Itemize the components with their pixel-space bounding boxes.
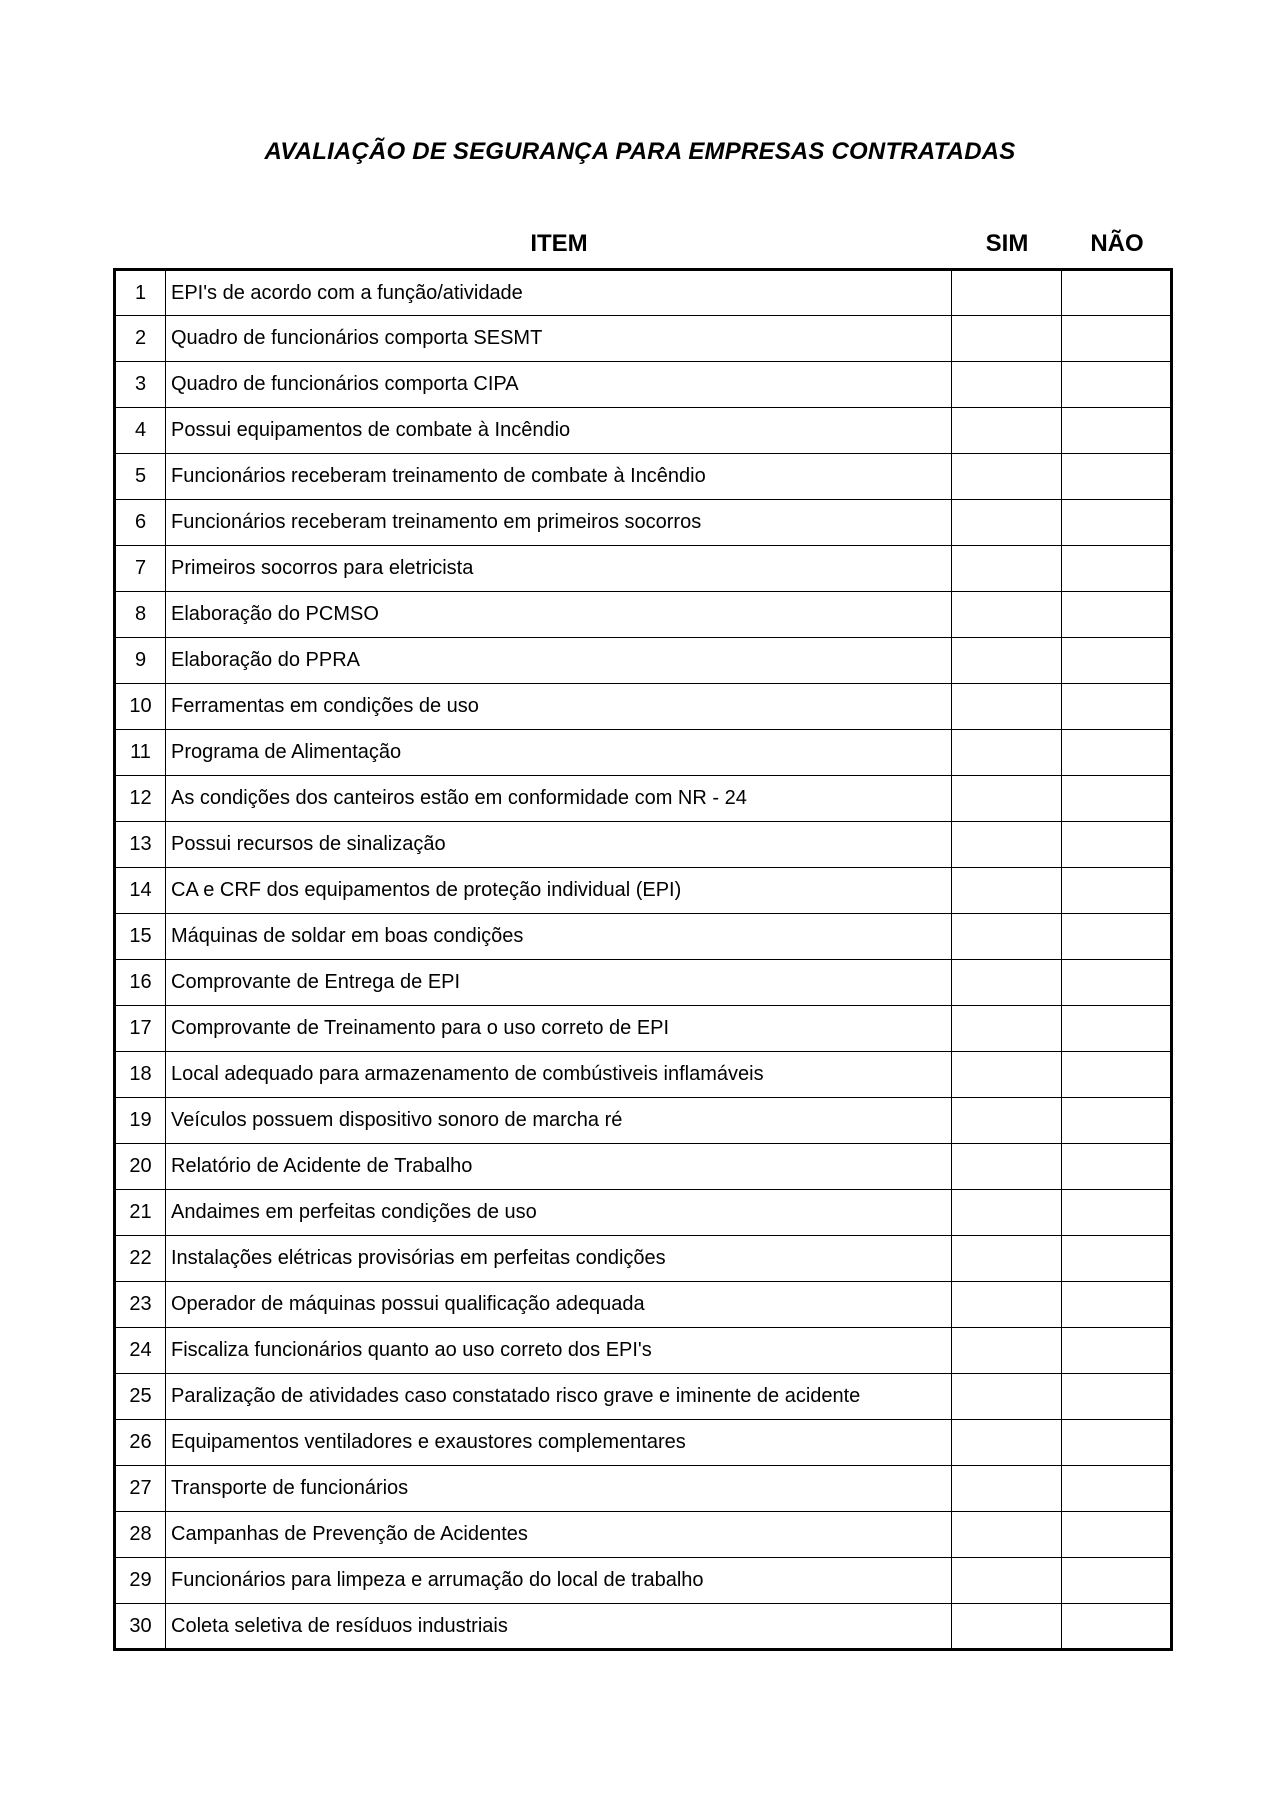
- nao-cell[interactable]: [1062, 684, 1172, 730]
- table-row: [115, 1052, 1172, 1098]
- table-row: [115, 1144, 1172, 1190]
- item-number: 26: [115, 1420, 166, 1466]
- table-row: [115, 316, 1172, 362]
- item-description: Instalações elétricas provisórias em perfeitas condições: [166, 1236, 952, 1282]
- item-number: 25: [115, 1374, 166, 1420]
- item-number: 11: [115, 730, 166, 776]
- table-row: [115, 1420, 1172, 1466]
- item-description: Elaboração do PPRA: [166, 638, 952, 684]
- item-description: Comprovante de Treinamento para o uso correto de EPI: [166, 1006, 952, 1052]
- table-row: [115, 1098, 1172, 1144]
- item-number: 22: [115, 1236, 166, 1282]
- table-row: [115, 1282, 1172, 1328]
- item-description: Relatório de Acidente de Trabalho: [166, 1144, 952, 1190]
- item-number: 2: [115, 316, 166, 362]
- column-header-nao: NÃO: [1090, 230, 1144, 257]
- item-description: Máquinas de soldar em boas condições: [166, 914, 952, 960]
- item-description: CA e CRF dos equipamentos de proteção individual (EPI): [166, 868, 952, 914]
- item-number: 3: [115, 362, 166, 408]
- sim-cell[interactable]: [952, 1006, 1062, 1052]
- item-number: 9: [115, 638, 166, 684]
- item-number: 13: [115, 822, 166, 868]
- sim-cell[interactable]: [952, 960, 1062, 1006]
- nao-cell[interactable]: [1062, 454, 1172, 500]
- sim-cell[interactable]: [952, 868, 1062, 914]
- table-row: [115, 1236, 1172, 1282]
- item-description: Paralização de atividades caso constatado risco grave e iminente de acidente: [166, 1374, 952, 1420]
- item-description: Ferramentas em condições de uso: [166, 684, 952, 730]
- sim-cell[interactable]: [952, 316, 1062, 362]
- nao-cell[interactable]: [1062, 1604, 1172, 1650]
- item-description: As condições dos canteiros estão em conformidade com NR - 24: [166, 776, 952, 822]
- table-row: [115, 960, 1172, 1006]
- item-description: Campanhas de Prevenção de Acidentes: [166, 1512, 952, 1558]
- table-row: [115, 730, 1172, 776]
- checklist-body: [115, 270, 1172, 1650]
- table-row: [115, 408, 1172, 454]
- sim-cell[interactable]: [952, 1512, 1062, 1558]
- nao-cell[interactable]: [1062, 592, 1172, 638]
- sim-cell[interactable]: [952, 1374, 1062, 1420]
- table-row: [115, 638, 1172, 684]
- sim-cell[interactable]: [952, 500, 1062, 546]
- sim-cell[interactable]: [952, 454, 1062, 500]
- sim-cell[interactable]: [952, 822, 1062, 868]
- nao-cell[interactable]: [1062, 316, 1172, 362]
- nao-cell[interactable]: [1062, 270, 1172, 316]
- item-number: 1: [115, 270, 166, 316]
- table-row: [115, 1328, 1172, 1374]
- sim-cell[interactable]: [952, 546, 1062, 592]
- item-number: 7: [115, 546, 166, 592]
- nao-cell[interactable]: [1062, 500, 1172, 546]
- item-description: Possui equipamentos de combate à Incêndio: [166, 408, 952, 454]
- item-description: Programa de Alimentação: [166, 730, 952, 776]
- table-row: [115, 454, 1172, 500]
- sim-cell[interactable]: [952, 776, 1062, 822]
- nao-cell[interactable]: [1062, 638, 1172, 684]
- table-row: [115, 1190, 1172, 1236]
- sim-cell[interactable]: [952, 914, 1062, 960]
- nao-cell[interactable]: [1062, 1512, 1172, 1558]
- item-description: Equipamentos ventiladores e exaustores complementares: [166, 1420, 952, 1466]
- table-row: [115, 1006, 1172, 1052]
- nao-cell[interactable]: [1062, 1420, 1172, 1466]
- sim-cell[interactable]: [952, 730, 1062, 776]
- item-description: Fiscaliza funcionários quanto ao uso correto dos EPI's: [166, 1328, 952, 1374]
- sim-cell[interactable]: [952, 362, 1062, 408]
- nao-cell[interactable]: [1062, 1052, 1172, 1098]
- table-row: [115, 270, 1172, 316]
- table-row: [115, 1374, 1172, 1420]
- sim-cell[interactable]: [952, 592, 1062, 638]
- nao-cell[interactable]: [1062, 1282, 1172, 1328]
- item-number: 20: [115, 1144, 166, 1190]
- item-number: 16: [115, 960, 166, 1006]
- item-number: 30: [115, 1604, 166, 1650]
- item-description: Primeiros socorros para eletricista: [166, 546, 952, 592]
- nao-cell[interactable]: [1062, 1558, 1172, 1604]
- nao-cell[interactable]: [1062, 776, 1172, 822]
- item-number: 8: [115, 592, 166, 638]
- nao-cell[interactable]: [1062, 1236, 1172, 1282]
- table-row: [115, 684, 1172, 730]
- sim-cell[interactable]: [952, 270, 1062, 316]
- nao-cell[interactable]: [1062, 1328, 1172, 1374]
- item-number: 18: [115, 1052, 166, 1098]
- item-number: 28: [115, 1512, 166, 1558]
- item-description: Quadro de funcionários comporta CIPA: [166, 362, 952, 408]
- nao-cell[interactable]: [1062, 1374, 1172, 1420]
- table-row: [115, 1512, 1172, 1558]
- table-row: [115, 546, 1172, 592]
- item-description: Transporte de funcionários: [166, 1466, 952, 1512]
- nao-cell[interactable]: [1062, 362, 1172, 408]
- nao-cell[interactable]: [1062, 408, 1172, 454]
- nao-cell[interactable]: [1062, 822, 1172, 868]
- sim-cell[interactable]: [952, 1604, 1062, 1650]
- item-number: 19: [115, 1098, 166, 1144]
- sim-cell[interactable]: [952, 1558, 1062, 1604]
- item-description: Andaimes em perfeitas condições de uso: [166, 1190, 952, 1236]
- table-row: [115, 1466, 1172, 1512]
- sim-cell[interactable]: [952, 1420, 1062, 1466]
- sim-cell[interactable]: [952, 1282, 1062, 1328]
- nao-cell[interactable]: [1062, 546, 1172, 592]
- column-header-item: ITEM: [530, 230, 588, 257]
- nao-cell[interactable]: [1062, 1006, 1172, 1052]
- sim-cell[interactable]: [952, 1190, 1062, 1236]
- column-header-sim: SIM: [985, 230, 1029, 257]
- item-description: Funcionários receberam treinamento de combate à Incêndio: [166, 454, 952, 500]
- sim-cell[interactable]: [952, 408, 1062, 454]
- item-number: 24: [115, 1328, 166, 1374]
- sim-cell[interactable]: [952, 1236, 1062, 1282]
- sim-cell[interactable]: [952, 1328, 1062, 1374]
- item-description: Quadro de funcionários comporta SESMT: [166, 316, 952, 362]
- item-number: 10: [115, 684, 166, 730]
- nao-cell[interactable]: [1062, 1098, 1172, 1144]
- table-row: [115, 362, 1172, 408]
- item-description: Possui recursos de sinalização: [166, 822, 952, 868]
- item-number: 15: [115, 914, 166, 960]
- item-number: 17: [115, 1006, 166, 1052]
- item-number: 23: [115, 1282, 166, 1328]
- item-description: Local adequado para armazenamento de combústiveis inflamáveis: [166, 1052, 952, 1098]
- nao-cell[interactable]: [1062, 868, 1172, 914]
- item-description: EPI's de acordo com a função/atividade: [166, 270, 952, 316]
- sim-cell[interactable]: [952, 1098, 1062, 1144]
- sim-cell[interactable]: [952, 1144, 1062, 1190]
- table-row: [115, 868, 1172, 914]
- table-row: [115, 500, 1172, 546]
- item-description: Funcionários para limpeza e arrumação do local de trabalho: [166, 1558, 952, 1604]
- item-description: Funcionários receberam treinamento em primeiros socorros: [166, 500, 952, 546]
- nao-cell[interactable]: [1062, 1144, 1172, 1190]
- table-row: [115, 1604, 1172, 1650]
- item-number: 27: [115, 1466, 166, 1512]
- nao-cell[interactable]: [1062, 1466, 1172, 1512]
- item-number: 21: [115, 1190, 166, 1236]
- sim-cell[interactable]: [952, 1466, 1062, 1512]
- page-title: AVALIAÇÃO DE SEGURANÇA PARA EMPRESAS CONTRATADAS: [264, 138, 1016, 165]
- item-number: 29: [115, 1558, 166, 1604]
- item-number: 14: [115, 868, 166, 914]
- item-number: 12: [115, 776, 166, 822]
- nao-cell[interactable]: [1062, 960, 1172, 1006]
- nao-cell[interactable]: [1062, 730, 1172, 776]
- item-description: Operador de máquinas possui qualificação adequada: [166, 1282, 952, 1328]
- table-row: [115, 1558, 1172, 1604]
- table-row: [115, 592, 1172, 638]
- item-description: Comprovante de Entrega de EPI: [166, 960, 952, 1006]
- sim-cell[interactable]: [952, 684, 1062, 730]
- sim-cell[interactable]: [952, 638, 1062, 684]
- item-number: 5: [115, 454, 166, 500]
- item-description: Veículos possuem dispositivo sonoro de marcha ré: [166, 1098, 952, 1144]
- table-row: [115, 914, 1172, 960]
- item-description: Elaboração do PCMSO: [166, 592, 952, 638]
- item-number: 6: [115, 500, 166, 546]
- table-row: [115, 776, 1172, 822]
- nao-cell[interactable]: [1062, 1190, 1172, 1236]
- checklist-table: [113, 268, 1173, 1651]
- nao-cell[interactable]: [1062, 914, 1172, 960]
- item-description: Coleta seletiva de resíduos industriais: [166, 1604, 952, 1650]
- sim-cell[interactable]: [952, 1052, 1062, 1098]
- table-row: [115, 822, 1172, 868]
- item-number: 4: [115, 408, 166, 454]
